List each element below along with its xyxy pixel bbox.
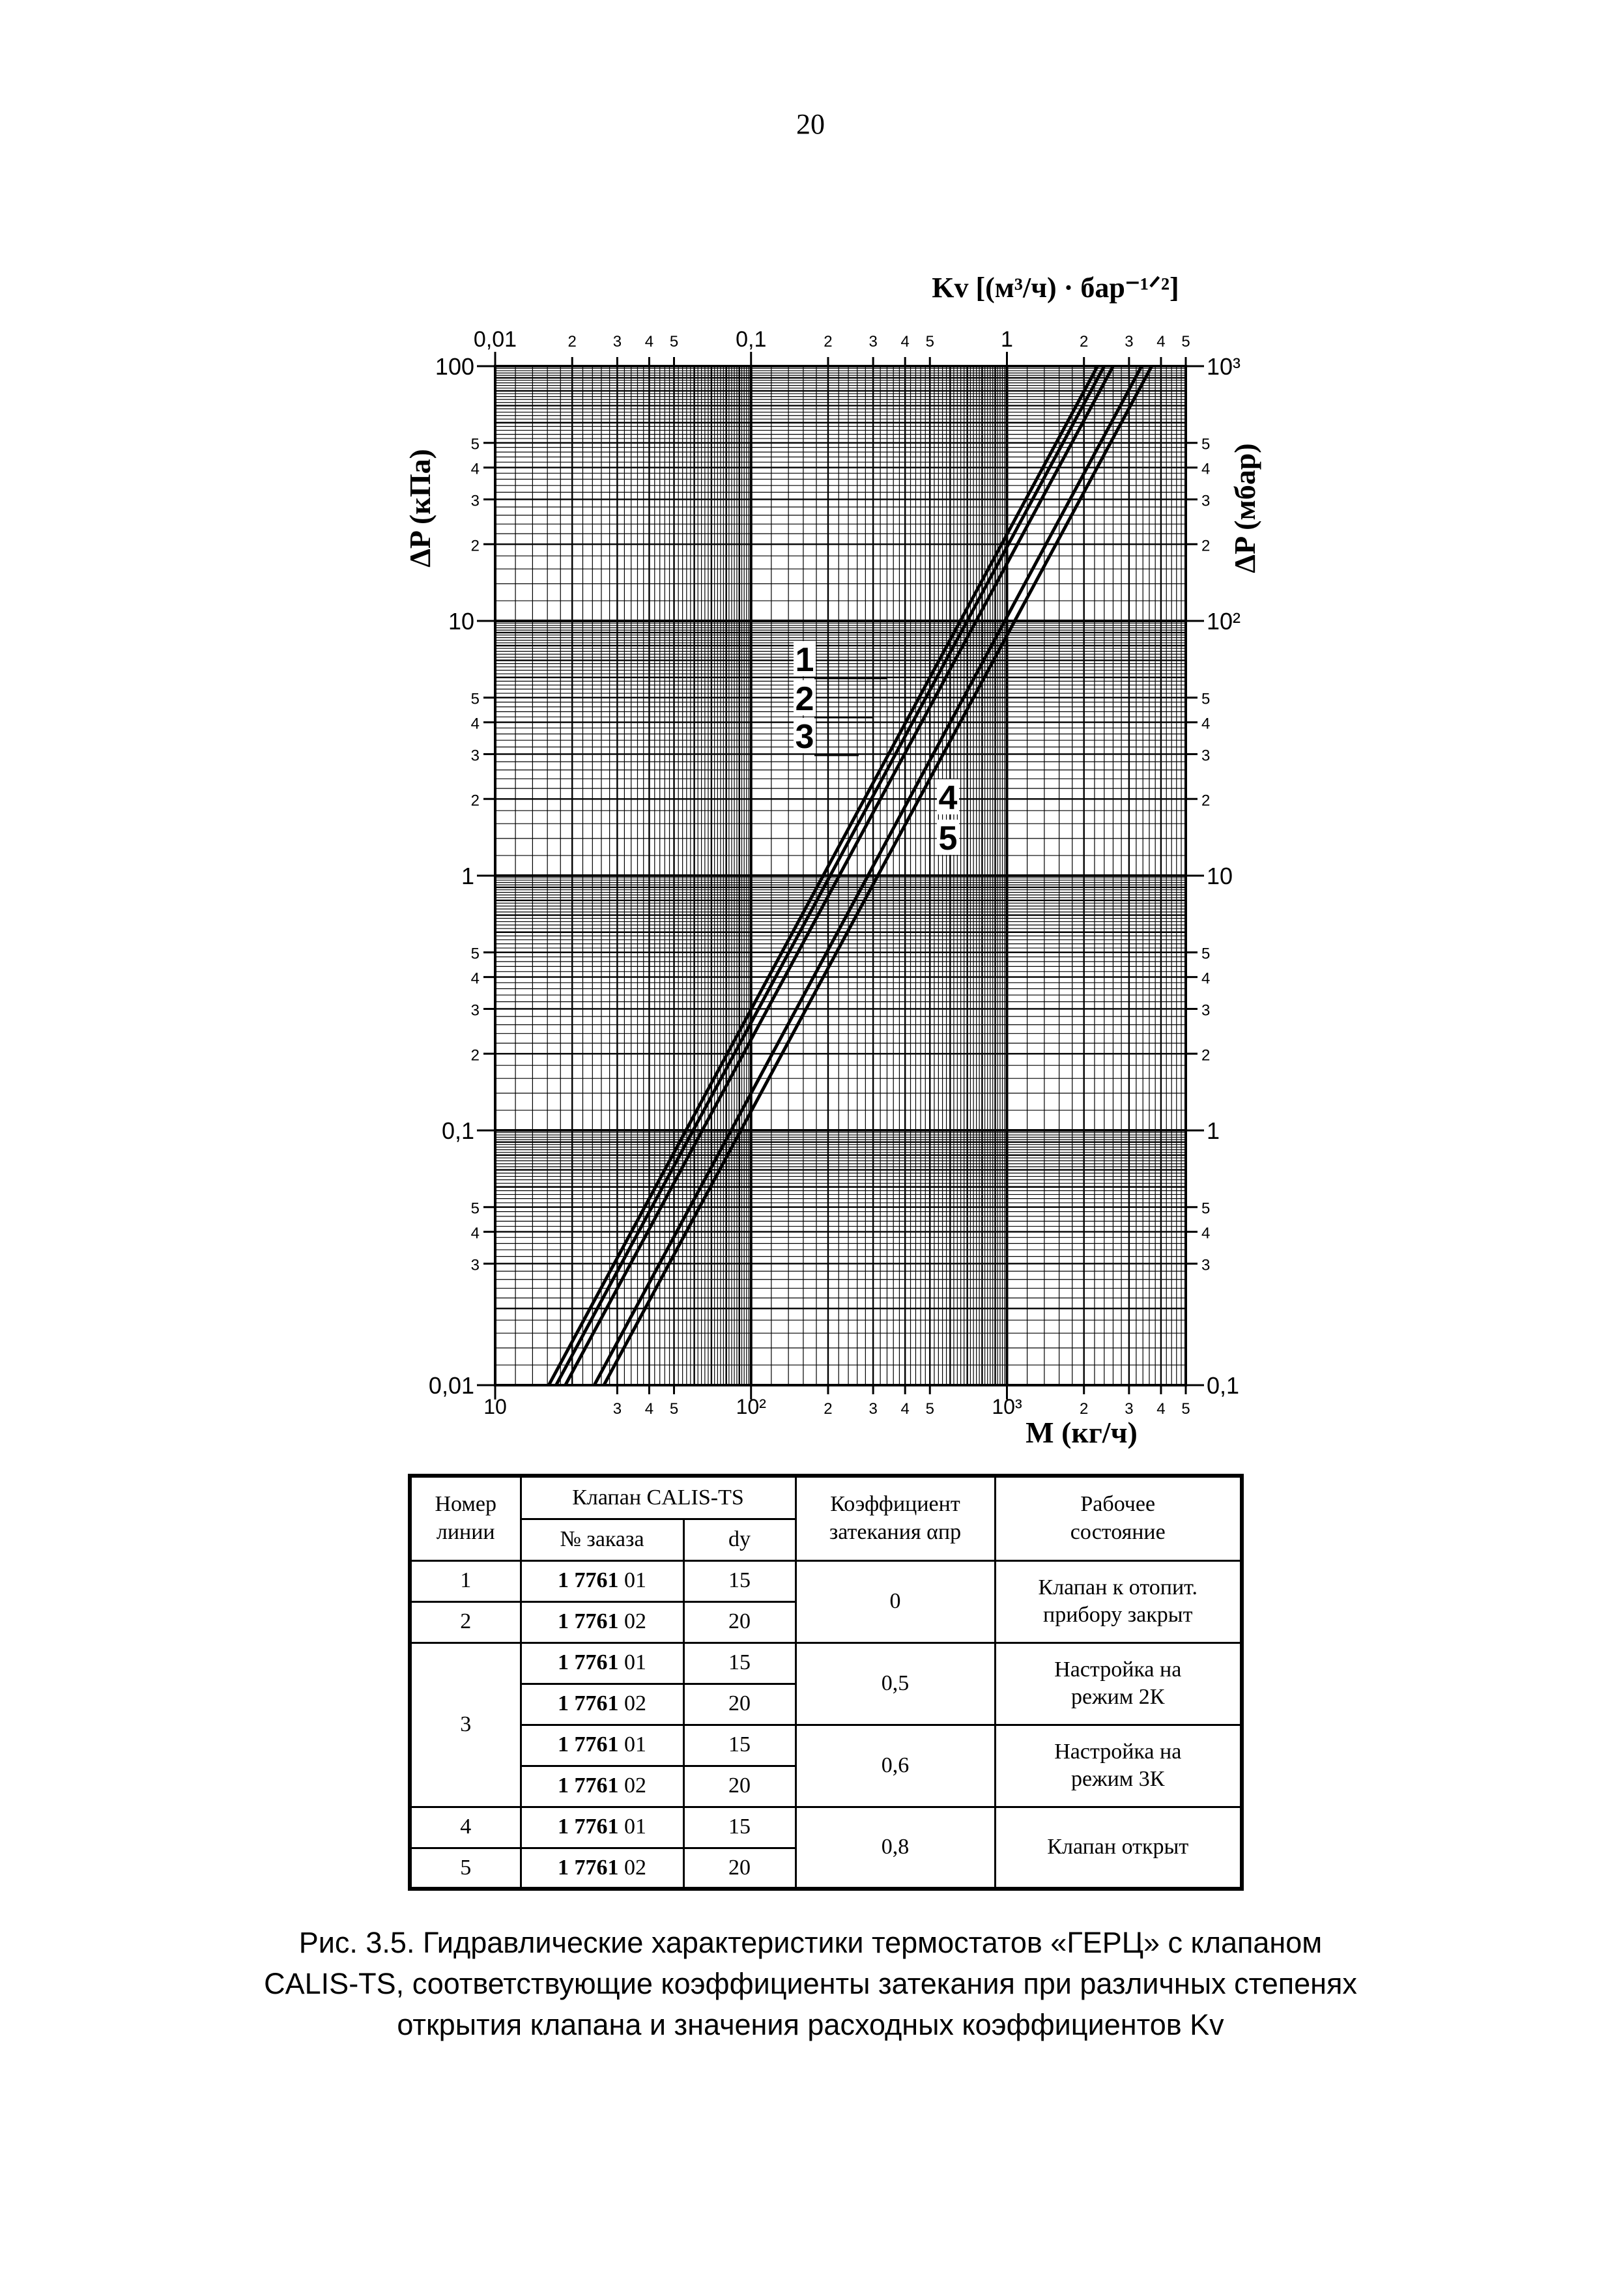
- x-top-tick-label: 5: [1181, 333, 1190, 351]
- x-top-tick-label: 2: [824, 333, 833, 351]
- x-tick-label: 4: [900, 1400, 910, 1418]
- series-label-1: 1: [795, 641, 814, 679]
- x-tick-label: 10: [483, 1395, 507, 1418]
- x-top-tick-label: 0,1: [736, 327, 767, 352]
- y-right-tick-label: 5: [1201, 1199, 1211, 1218]
- coef-cell: 0,5: [796, 1643, 995, 1725]
- y-left-tick-label: 10: [448, 608, 474, 635]
- y-left-tick-label: 3: [470, 1001, 480, 1020]
- y-left-tick-label: 4: [470, 460, 480, 478]
- header-coef: Коэффициент затекания αпр: [796, 1476, 995, 1560]
- y-left-tick-label: 2: [470, 537, 480, 555]
- coef-cell: 0: [796, 1560, 995, 1643]
- x-tick-label: 10²: [736, 1395, 766, 1418]
- y-right-tick-label: 10³: [1207, 353, 1241, 380]
- x-tick-label: 5: [1181, 1400, 1190, 1418]
- order-cell: 1 7761 01: [521, 1560, 683, 1601]
- header-dy: dy: [683, 1519, 796, 1560]
- x-top-tick-label: 2: [567, 333, 577, 351]
- state-cell: Клапан открыт: [995, 1807, 1242, 1889]
- y-right-tick-label: 2: [1201, 792, 1211, 810]
- x-tick-label: 4: [1156, 1400, 1166, 1418]
- dy-cell: 20: [683, 1848, 796, 1889]
- order-cell: 1 7761 02: [521, 1684, 683, 1725]
- x-tick-label: 4: [644, 1400, 654, 1418]
- line-no-cell: 4: [410, 1807, 521, 1848]
- y-left-axis-title: ΔP (кПа): [403, 449, 437, 567]
- y-right-tick-label: 10: [1207, 863, 1233, 889]
- x-top-tick-label: 2: [1080, 333, 1089, 351]
- y-right-tick-label: 5: [1201, 435, 1211, 453]
- x-top-tick-label: 3: [612, 333, 622, 351]
- series-label-4: 4: [938, 779, 958, 817]
- y-right-tick-label: 5: [1201, 690, 1211, 708]
- order-cell: 1 7761 01: [521, 1725, 683, 1766]
- y-right-tick-label: 3: [1201, 747, 1211, 765]
- y-left-tick-label: 5: [470, 690, 480, 708]
- y-right-axis-title: ΔP (мбар): [1228, 443, 1261, 573]
- header-state: Рабочее состояние: [995, 1476, 1242, 1560]
- coef-cell: 0,8: [796, 1807, 995, 1889]
- y-left-tick-label: 2: [470, 1046, 480, 1065]
- y-left-tick-label: 1: [461, 863, 474, 889]
- y-left-tick-label: 3: [470, 1256, 480, 1274]
- y-right-tick-label: 4: [1201, 460, 1211, 478]
- y-left-tick-label: 4: [470, 1224, 480, 1242]
- header-order-no: № заказа: [521, 1519, 683, 1560]
- x-top-tick-label: 0,01: [473, 327, 517, 352]
- y-left-tick-label: 100: [435, 353, 474, 380]
- x-tick-label: 3: [868, 1400, 878, 1418]
- top-axis-title: Kv [(м³/ч) · бар⁻¹ᐟ²]: [932, 272, 1179, 304]
- dy-cell: 15: [683, 1643, 796, 1684]
- y-right-tick-label: 3: [1201, 492, 1211, 510]
- caption-line: открытия клапана и значения расходных коэффициентов Kv: [397, 2008, 1224, 2041]
- x-axis-title: M (кг/ч): [1026, 1416, 1138, 1449]
- y-left-tick-label: 2: [470, 792, 480, 810]
- x-top-tick-label: 3: [1125, 333, 1134, 351]
- dy-cell: 15: [683, 1560, 796, 1601]
- y-left-tick-label: 5: [470, 1199, 480, 1218]
- series-label-5: 5: [938, 820, 958, 857]
- coef-cell: 0,6: [796, 1725, 995, 1807]
- state-cell: Настройка на режим 3К: [995, 1725, 1242, 1807]
- y-right-tick-label: 2: [1201, 537, 1211, 555]
- x-tick-label: 5: [669, 1400, 679, 1418]
- order-cell: 1 7761 02: [521, 1601, 683, 1643]
- y-left-tick-label: 3: [470, 747, 480, 765]
- x-top-tick-label: 4: [900, 333, 910, 351]
- x-tick-label: 3: [1125, 1400, 1134, 1418]
- valve-spec-table: [408, 1474, 1244, 1891]
- x-top-tick-label: 3: [868, 333, 878, 351]
- series-label-2: 2: [795, 680, 814, 718]
- y-right-tick-label: 1: [1207, 1117, 1220, 1144]
- x-tick-label: 5: [925, 1400, 934, 1418]
- y-right-tick-label: 3: [1201, 1256, 1211, 1274]
- y-right-tick-label: 2: [1201, 1046, 1211, 1065]
- x-top-tick-label: 5: [669, 333, 679, 351]
- dy-cell: 15: [683, 1725, 796, 1766]
- y-left-tick-label: 0,1: [441, 1117, 474, 1144]
- x-tick-label: 10³: [992, 1395, 1022, 1418]
- caption-line: CALIS-TS, соответствующие коэффициенты затекания при различных степенях: [264, 1967, 1357, 2000]
- figure-caption: [195, 1922, 1426, 2045]
- line-no-cell: 1: [410, 1560, 521, 1601]
- state-cell: Настройка на режим 2К: [995, 1643, 1242, 1725]
- y-right-tick-label: 4: [1201, 715, 1211, 733]
- x-top-tick-label: 5: [925, 333, 934, 351]
- header-line-no: Номер линии: [410, 1476, 521, 1560]
- header-valve: Клапан CALIS-TS: [521, 1476, 796, 1519]
- x-tick-label: 3: [612, 1400, 622, 1418]
- y-right-tick-label: 0,1: [1207, 1372, 1240, 1399]
- dy-cell: 20: [683, 1766, 796, 1807]
- y-right-tick-label: 4: [1201, 1224, 1211, 1242]
- y-right-tick-label: 10²: [1207, 608, 1241, 635]
- order-cell: 1 7761 01: [521, 1643, 683, 1684]
- y-right-tick-label: 3: [1201, 1001, 1211, 1020]
- dy-cell: 20: [683, 1601, 796, 1643]
- dy-cell: 15: [683, 1807, 796, 1848]
- x-tick-label: 2: [1080, 1400, 1089, 1418]
- dy-cell: 20: [683, 1684, 796, 1725]
- state-cell: Клапан к отопит. прибору закрыт: [995, 1560, 1242, 1643]
- line-no-cell: 3: [410, 1643, 521, 1807]
- line-no-cell: 2: [410, 1601, 521, 1643]
- y-right-tick-label: 4: [1201, 969, 1211, 988]
- y-left-tick-label: 5: [470, 945, 480, 963]
- page-number: 20: [796, 108, 825, 140]
- y-right-tick-label: 5: [1201, 945, 1211, 963]
- order-cell: 1 7761 02: [521, 1766, 683, 1807]
- y-left-tick-label: 3: [470, 492, 480, 510]
- series-label-3: 3: [795, 718, 814, 756]
- y-left-tick-label: 4: [470, 715, 480, 733]
- caption-line: Рис. 3.5. Гидравлические характеристики термостатов «ГЕРЦ» с клапаном: [298, 1926, 1323, 1959]
- x-top-tick-label: 1: [1001, 327, 1013, 352]
- y-left-tick-label: 0,01: [428, 1372, 474, 1399]
- y-left-tick-label: 4: [470, 969, 480, 988]
- line-no-cell: 5: [410, 1848, 521, 1889]
- x-top-tick-label: 4: [1156, 333, 1166, 351]
- order-cell: 1 7761 02: [521, 1848, 683, 1889]
- y-left-tick-label: 5: [470, 435, 480, 453]
- x-tick-label: 2: [824, 1400, 833, 1418]
- x-top-tick-label: 4: [644, 333, 654, 351]
- order-cell: 1 7761 01: [521, 1807, 683, 1848]
